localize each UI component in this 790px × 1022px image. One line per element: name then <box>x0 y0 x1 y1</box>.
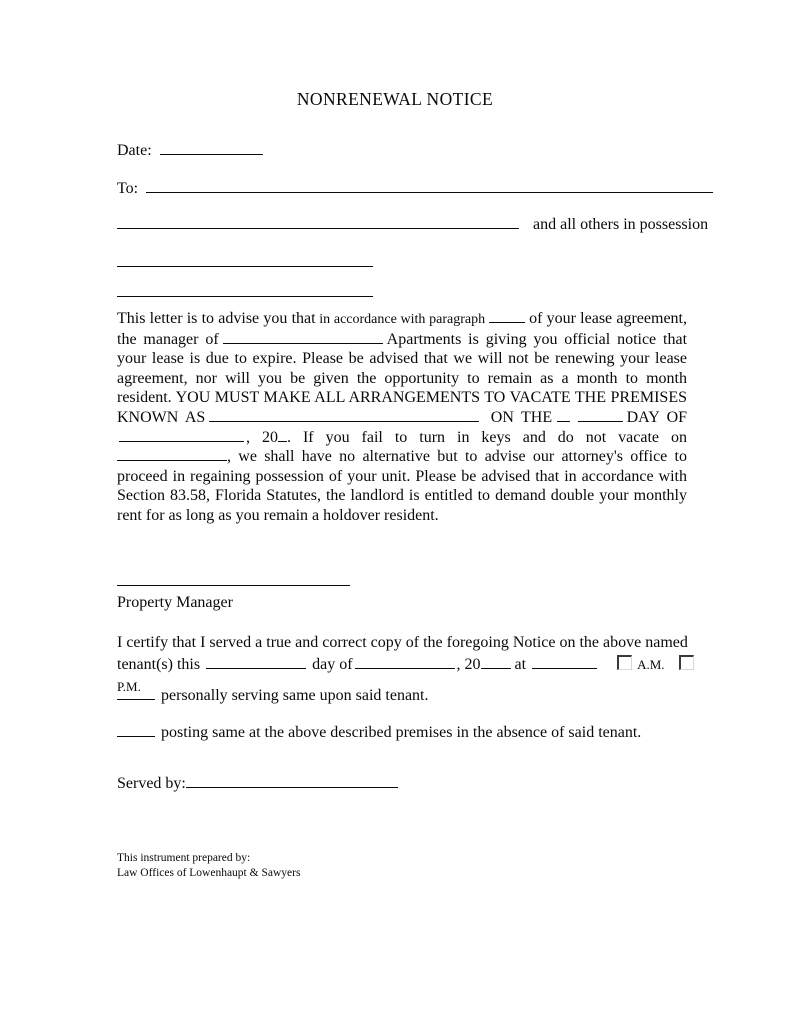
property-manager-label: Property Manager <box>117 594 233 611</box>
ordinal-blank[interactable] <box>557 408 570 422</box>
posting-service-blank[interactable] <box>117 723 155 737</box>
am-label: A.M. <box>637 657 665 672</box>
body-on-the-text: ON THE <box>490 408 553 426</box>
certify-text: I certify that I served a true and correct copy of the foregoing Notice on the above named tenant(s) this <box>117 634 688 673</box>
service-option-posting <box>117 723 641 742</box>
personal-service-text: personally serving same upon said tenant. <box>161 687 429 704</box>
body-apartments-text: Apartments is giving you official notice that your lease is due to expire. Please be advised that we will not be renewing your lease agreement, nor will you be given the opportunity to remain as a month to month resident. YOU MUST MAKE ALL ARRANGEMENTS TO VACATE THE PREMISES KNOWN AS <box>117 330 688 426</box>
date-label: Date: <box>117 142 152 159</box>
served-by-row <box>117 774 398 793</box>
property-manager-signature-line[interactable] <box>117 572 350 586</box>
page-title: NONRENEWAL NOTICE <box>296 89 494 109</box>
service-option-personal <box>117 686 429 705</box>
date-row <box>117 141 263 160</box>
premises-address-blank[interactable] <box>209 408 479 422</box>
day-blank[interactable] <box>578 408 623 422</box>
body-attorney-text: , we shall have no alternative but to advise our attorney's office to proceed in regaining possession of your unit. Please be advised that in accordance with Section 83.58, Florida Statutes, the landlord is entitled to demand double your monthly rent for as long as you remain a holdover resident. <box>117 448 687 524</box>
address-blank-line-1[interactable] <box>117 246 373 267</box>
vacate-date-blank[interactable] <box>117 447 227 461</box>
served-year-blank[interactable] <box>481 655 511 669</box>
body-fail-text: . If you fail to turn in keys and do not vacate on <box>286 428 688 446</box>
certify-day-of-text: day of <box>312 656 353 673</box>
tenant-name-blank-line-2[interactable] <box>117 215 519 229</box>
notice-body-paragraph <box>117 309 687 526</box>
footer <box>117 851 300 880</box>
pm-label: P.M. <box>117 679 141 694</box>
am-checkbox[interactable] <box>617 655 632 670</box>
served-month-blank[interactable] <box>355 655 455 669</box>
body-accordance-text: in accordance with paragraph <box>315 312 486 327</box>
to-label: To: <box>117 180 139 197</box>
certify-year-text: , 20 <box>456 656 481 673</box>
paragraph-number-blank[interactable] <box>489 309 525 323</box>
served-by-label: Served by: <box>117 775 186 792</box>
possession-note: and all others in possession <box>533 216 709 233</box>
served-time-blank[interactable] <box>532 655 597 669</box>
body-lease-text: of your lease agreement, the manager of <box>117 310 687 348</box>
apartment-name-blank[interactable] <box>223 330 383 344</box>
possession-row <box>117 215 717 234</box>
body-year-text: , 20 <box>246 428 278 446</box>
law-firm-text: Law Offices of Lowenhaupt & Sawyers <box>117 866 301 879</box>
address-blank-line-2[interactable] <box>117 276 373 297</box>
year-blank[interactable] <box>278 428 287 442</box>
to-row <box>117 179 713 198</box>
body-intro-text: This letter is to advise you that <box>117 310 316 327</box>
prepared-by-text: This instrument prepared by: <box>117 852 251 864</box>
month-blank[interactable] <box>119 428 244 442</box>
served-by-signature-line[interactable] <box>186 774 398 788</box>
body-day-of-text: DAY OF <box>626 408 688 426</box>
personal-service-blank[interactable] <box>117 686 155 700</box>
served-day-blank[interactable] <box>206 655 306 669</box>
pm-checkbox[interactable] <box>679 655 694 670</box>
certify-at-text: at <box>514 656 527 673</box>
tenant-name-blank-line[interactable] <box>146 179 713 193</box>
date-blank-line[interactable] <box>160 141 263 155</box>
posting-service-text: posting same at the above described premises in the absence of said tenant. <box>161 724 642 741</box>
